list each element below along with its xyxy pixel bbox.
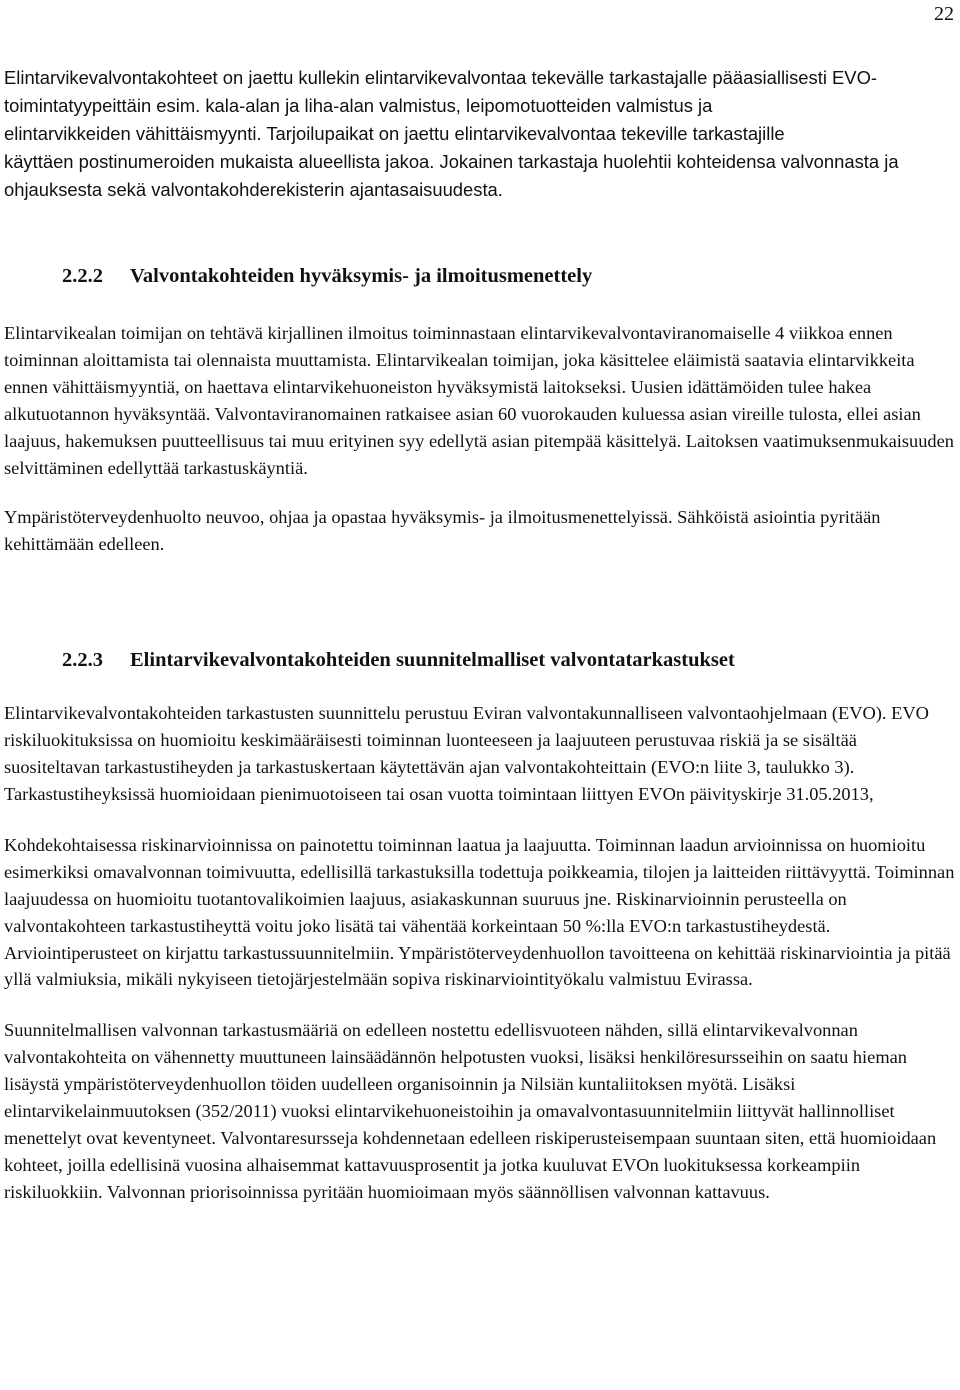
body-paragraph: Elintarvikealan toimijan on tehtävä kirjallinen ilmoitus toiminnastaan elintarvikevalvontaviranomaiselle 4 viikkoa ennen toiminnan aloittamista tai olennaista muuttamista. Elintarvikealan toimijan, joka käsittelee eläimistä saatavia elintarvikkeita ennen vähittäismyyntiä, on haettava elintarvikehuoneiston hyväksymistä laitokseksi. Uusien idättämöiden tulee hakea alkutuotannon hyväksyntää. Valvontaviranomainen ratkaisee asian 60 vuorokauden kuluessa asian vireille tulosta, ellei asian laajuus, hakemuksen puutteellisuus tai muu erityinen syy edellytä asian pitempää käsittelyä. Laitoksen vaatimuksenmukaisuuden selvittäminen edellyttää tarkastuskäyntiä. [4,323,954,478]
page-number: 22 [934,3,954,25]
body-paragraph: Elintarvikevalvontakohteiden tarkastusten suunnittelu perustuu Eviran valvontakunnalliseen valvontaohjelmaan (EVO). EVO riskiluokituksissa on huomioitu keskimääräisesti toiminnan luonteeseen ja laajuuteen perustuvaa riskiä ja se sisältää suositeltavan tarkastustiheyden ja tarkastuskertaan käytettävän ajan valvontakohteittain (EVO:n liite 3, taulukko 3). Tarkastustiheyksissä huomioidaan pienimuotoiseen tai osan vuotta toimintaan liittyen EVOn päivityskirje 31.05.2013, [4,703,929,804]
section-title: Elintarvikevalvontakohteiden suunnitelmalliset valvontatarkastukset [130,649,735,672]
body-paragraph: Kohdekohtaisessa riskinarvioinnissa on painotettu toiminnan laatua ja laajuutta. Toiminnan laadun arvioinnissa on huomioitu esimerkiksi omavalvonnan toimivuutta, edellisillä tarkastuksilla todettuja poikkeamia, tilojen ja laitteiden riittävyyttä. Toiminnan laajuudessa on huomioitu tuotantovalikoimien laajuus, asiakaskunnan suuruus jne. Riskinarvioinnin perusteella on valvontakohteen tarkastustiheyttä voitu joko lisätä tai vähentää korkeintaan 50 %:lla EVO:n tarkastustiheydestä. Arviointiperusteet on kirjattu tarkastussuunnitelmiin. Ympäristöterveydenhuollon tavoitteena on kehittää riskinarviointia ja pitää yllä valmiuksia, mikäli nykyiseen tietojärjestelmään sopiva riskinarviointityökalu valmistuu Evirassa. [4,834,955,990]
body-paragraph: Ympäristöterveydenhuolto neuvoo, ohjaa ja opastaa hyväksymis- ja ilmoitusmenettelyissä. Sähköistä asiointia pyritään kehittämään edelleen. [4,507,881,555]
section-heading-2-2-3 [4,646,956,674]
section-number: 2.2.2 [62,265,103,287]
section-title: Valvontakohteiden hyväksymis- ja ilmoitusmenettely [130,265,593,287]
intro-paragraph: Elintarvikevalvontakohteet on jaettu kullekin elintarvikevalvontaa tekevälle tarkastajalle pääasiallisesti EVO-toimintatyypeittäin esim. kala-alan ja liha-alan valmistus, leipomotuotteiden valmistus ja elintarvikkeiden vähittäismyynti. Tarjoilupaikat on jaettu elintarvikevalvontaa tekeville tarkastajille käyttäen postinumeroiden mukaista alueellista jakoa. Jokainen tarkastaja huolehtii kohteidensa valvonnasta ja ohjauksesta sekä valvontakohderekisterin ajantasaisuudesta. [4,67,899,200]
section-heading-2-2-2 [4,262,956,290]
section-number: 2.2.3 [62,649,103,672]
body-paragraph: Suunnitelmallisen valvonnan tarkastusmääriä on edelleen nostettu edellisvuoteen nähden, sillä elintarvikevalvonnan valvontakohteita on vähennetty muuttuneen lainsäädännön helpotusten vuoksi, lisäksi henkilöresursseihin on saatu hieman lisäystä ympäristöterveydenhuollon töiden uudelleen organisoinnin ja Nilsiän kuntaliitoksen myötä. Lisäksi elintarvikelainmuutoksen (352/2011) vuoksi elintarvikehuoneistoihin ja omavalvontasuunnitelmiin liittyvät hallinnolliset menettelyt ovat keventyneet. Valvontaresursseja kohdennetaan edelleen riskiperusteisempaan suuntaan siten, että huomioidaan kohteet, joilla edellisinä vuosina alhaisemmat kattavuusprosentit ja jotka kuuluvat EVOn luokituksessa korkeampiin riskiluokkiin. Valvonnan priorisoinnissa pyritään huomioimaan myös säännöllisen valvonnan kattavuus. [4,1020,937,1202]
document-body [4,64,956,1206]
